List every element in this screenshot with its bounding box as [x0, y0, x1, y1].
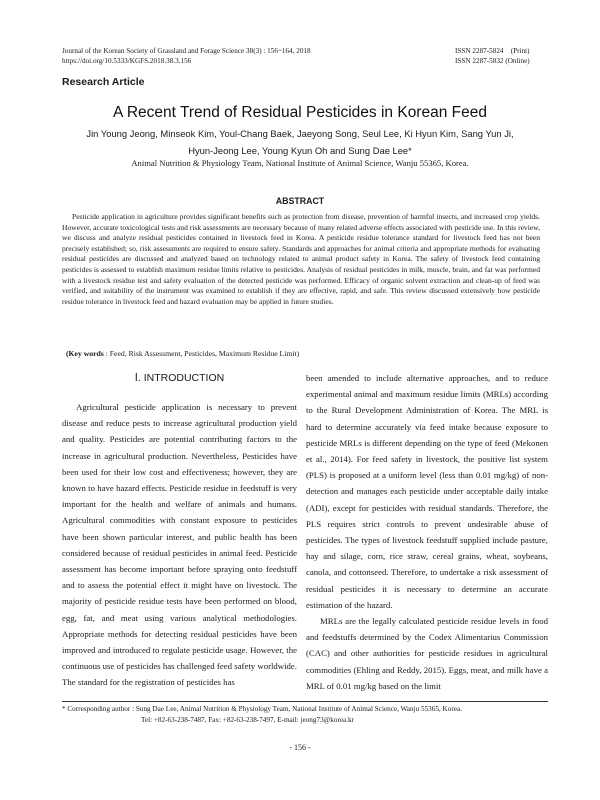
abstract-heading: ABSTRACT	[275, 196, 325, 206]
issn-print: ISSN 2287-5824 (Print)	[455, 47, 530, 55]
footnote-line-2: Tel: +82-63-238-7487, Fax: +82-63-238-7497, E-mail: jeong73@korea.kr	[141, 716, 355, 724]
corresponding-author-footnote	[62, 704, 548, 726]
left-column	[62, 399, 297, 691]
article-type: Research Article	[62, 76, 145, 88]
page-number: - 156 -	[289, 743, 311, 752]
keywords-text: : Feed, Risk Assessment, Pesticides, Maximum Residue Limit)	[105, 349, 300, 358]
author-list	[60, 126, 540, 159]
keywords-label: (Key words	[66, 349, 104, 358]
paper-title: A Recent Trend of Residual Pesticides in Korean Feed	[113, 104, 487, 121]
intro-paragraph-2: been amended to include alternative approaches, and to reduce experimental animal and maximum residue limits (MRLs) according to the Rural Development Administration of Korea. The MRL is hard to determine accurately via feed intake because exposure to pesticide MRLs is different depending on the type of feed (Mekonen et al., 2014). For feed safety in livestock, the positive list system (PLS) is proposed at a uniform level (less than 0.01 mg/kg) of non-detection and manages each pesticide under acceptable daily intake (ADI), except for pesticides with residual standards. Therefore, the PLS requires strict controls to prevent undesirable abuse of pesticides. The types of livestock feedstuff supplied include pasture, hay and silage, corn, rice straw, cereal grains, wheat, soybeans, canola, and cottonseed. Therefore, to undertake a risk assessment of residual pesticides it is necessary to determine an accurate estimation of the hazard.	[306, 373, 548, 610]
journal-citation: Journal of the Korean Society of Grassland and Forage Science 38(3) : 156~164, 2018	[62, 47, 311, 55]
abstract-body	[62, 212, 540, 307]
intro-paragraph-1: Agricultural pesticide application is necessary to prevent disease and reduce pests to increase agricultural production yield and quality. Pesticides are potential contributing factors to the increase in agricultural production. Nevertheless, Pesticides have been used for their low cost and effectiveness; however, they are known to have hazard effects. Pesticide residue in feedstuff is very important for the health and welfare of animals and humans. Agricultural commodities with constant exposure to pesticides have been shown particular interest, and public health has been considered because of residual pesticides in animal feed. Pesticide assessment has become important before spraying onto feedstuff and to assess the potential effect it might have on livestock. The majority of pesticide residue tests have been performed on blood, egg, fat, and meat using various analytical methodologies. Appropriate methods for detecting residual pesticides have been improved and introduced to regulate pesticide usage. However, the continuous use of pesticides has challenged feed safety worldwide. The standard for the registration of pesticides has	[62, 402, 297, 688]
authors-line-2: Hyun-Jeong Lee, Young Kyun Oh and Sung Dae Lee*	[188, 144, 412, 156]
right-column	[306, 370, 548, 694]
intro-paragraph-3: MRLs are the legally calculated pesticide residue levels in food and feedstuffs determined by the Codex Alimentarius Commission (CAC) and other authorities for pesticide residues in agricultural commodities (Ehling and Reddy, 2015). Eggs, meat, and milk have a MRL of 0.01 mg/kg based on the limit	[306, 616, 548, 691]
affiliation: Animal Nutrition & Physiology Team, National Institute of Animal Science, Wanju 55365, Korea.	[131, 158, 469, 168]
footnote-divider	[62, 701, 548, 702]
issn-online: ISSN 2287-5832 (Online)	[455, 57, 530, 65]
abstract-text: Pesticide application in agriculture provides significant benefits such as protection from disease, prevention of harmful insects, and increased crop yields. However, accurate toxicological tests and risk assessments are necessary because of many related adverse effects associated with pesticide use. In this review, we discuss and analyze residual pesticides contained in livestock feed in Korea. A pesticide residue tolerance standard for livestock feed has not been precisely established; so, risk assessments are required to ensure safety. Standards and approaches for animal criteria and appropriate methods for evaluating residual pesticides are discussed and analyzed based on technology related to animal product safety in Korea. The safety of livestock feed containing pesticides is assessed to establish maximum residue limits relative to pesticides. Analysis of residual pesticides in milk, muscle, brain, and fat was performed with a livestock residue test and safety evaluation of the detected pesticide was performed. Efficacy of organic solvent extraction and clean-up of feed was verified, and suitability of the instrument was examined to establish if they are effective, rapid, and safe. This review discussed extensively how pesticide residue tolerance in livestock feed and hazard evaluation may be applied in future studies.	[62, 212, 540, 306]
issn-block	[455, 46, 530, 66]
section-heading-introduction: Ⅰ. INTRODUCTION	[134, 372, 225, 384]
keywords	[66, 349, 299, 358]
doi-link[interactable]: https://doi.org/10.5333/KGFS.2018.38.3.156	[62, 57, 192, 65]
authors-line-1: Jin Young Jeong, Minseok Kim, Youl-Chang Baek, Jaeyong Song, Seul Lee, Ki Hyun Kim, Sang Yun Ji,	[86, 128, 514, 139]
journal-header	[62, 46, 311, 66]
footnote-line-1: * Corresponding author : Sung Dae Lee, Animal Nutrition & Physiology Team, National Institute of Animal Science, Wanju 55365, Korea.	[62, 705, 462, 713]
